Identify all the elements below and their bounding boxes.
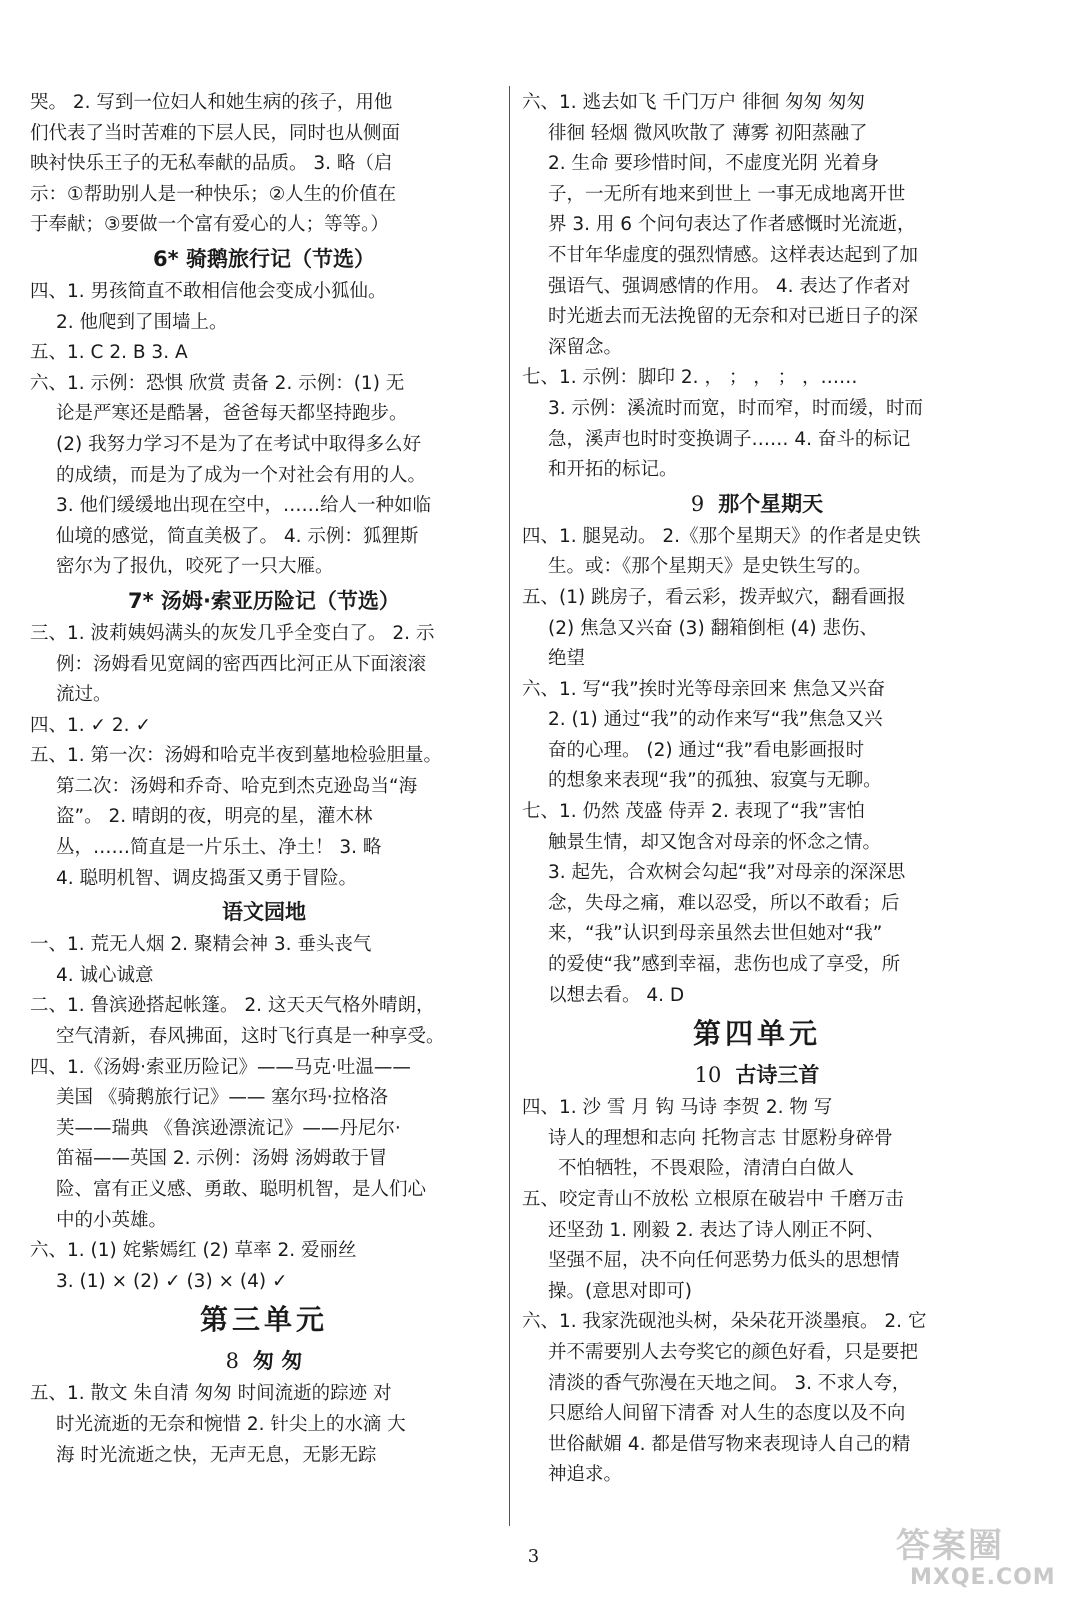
lesson-title: 6* 骑鹅旅行记（节选） [153,246,375,271]
lesson-heading [30,894,498,930]
answer-line: 不甘年华虚度的强烈情感。这样表达起到了加 [548,244,919,266]
page-number: 3 [527,1546,540,1567]
lesson-heading [522,1057,992,1093]
answer-line: (2) 焦急又兴奋 (3) 翻箱倒柜 (4) 悲伤、 [548,617,879,639]
answer-line: 五、1. 散文 朱自清 匆匆 时间流逝的踪迹 对 [30,1383,392,1405]
answer-line: 四、1. 腿晃动。 2.《那个星期天》的作者是史铁 [522,525,921,547]
answer-line: 一、1. 荒无人烟 2. 聚精会神 3. 垂头丧气 [30,934,372,956]
answer-line: 芙——瑞典 《鲁滨逊漂流记》——丹尼尔· [56,1117,401,1139]
lesson-heading [30,241,498,277]
answer-line: 五、(1) 跳房子，看云彩，拨弄蚁穴，翻看画报 [522,586,906,608]
unit-heading: 第四单元 [692,1017,821,1051]
answer-line: 诗人的理想和志向 托物言志 甘愿粉身碎骨 [548,1127,893,1149]
unit-heading: 第三单元 [199,1303,328,1337]
answer-line: 五、1. C 2. B 3. A [30,342,188,364]
answer-line: 2. 他爬到了围墙上。 [56,311,228,333]
answer-line: 的成绩，而是为了成为一个对社会有用的人。 [56,464,427,486]
answer-line: 奋的心理。 (2) 通过“我”看电影画报时 [548,739,865,761]
answer-line: 和开拓的标记。 [548,459,678,481]
answer-line: 触景生情，却又饱含对母亲的怀念之情。 [548,831,882,853]
answer-line: 3. (1) × (2) ✓ (3) × (4) ✓ [56,1270,288,1292]
answer-line: 仙境的感觉，简直美极了。 4. 示例：狐狸斯 [56,525,419,547]
answer-line: 于奉献；③要做一个富有爱心的人；等等。） [30,214,389,236]
answer-line: 还坚劲 1. 刚毅 2. 表达了诗人刚正不阿、 [548,1219,885,1241]
answer-line: 四、1.《汤姆·索亚历险记》——马克·吐温—— [30,1056,411,1078]
answer-line: 美国 《骑鹅旅行记》—— 塞尔玛·拉格洛 [56,1087,389,1109]
answer-line: 四、1. ✓ 2. ✓ [30,714,151,736]
answer-line: 论是严寒还是酷暑，爸爸每天都坚持跑步。 [56,403,408,425]
answer-line: 的想象来表现“我”的孤独、寂寞与无聊。 [548,770,882,792]
answer-line: 五、1. 第一次：汤姆和哈克半夜到墓地检验胆量。 [30,745,443,767]
answer-line: 时光流逝的无奈和惋惜 2. 针尖上的水滴 大 [56,1413,406,1435]
answer-line: 神追求。 [548,1464,623,1486]
answer-line: 六、1. 逃去如飞 千门万户 徘徊 匆匆 匆匆 [522,92,866,113]
lesson-heading [522,486,992,522]
lesson-number: 10 [694,1063,722,1088]
answer-line: 密尔为了报仇，咬死了一只大雁。 [56,556,334,578]
answer-line: 3. 起先，合欢树会勾起“我”对母亲的深深思 [548,862,906,884]
lesson-title: 7* 汤姆·索亚历险记（节选） [128,588,400,613]
answer-line: 以想去看。 4. D [548,984,685,1006]
lesson-number: 9 [690,491,705,516]
answer-line: 坚强不屈，决不向任何恶势力低头的思想情 [548,1250,900,1272]
answer-line: 二、1. 鲁滨逊搭起帐篷。 2. 这天天气格外晴朗， [30,995,435,1017]
lesson-number: 8 [225,1349,240,1374]
answer-line: 六、1. 写“我”挨时光等母亲回来 焦急又兴奋 [522,678,886,700]
answer-line: 2. (1) 通过“我”的动作来写“我”焦急又兴 [548,709,883,731]
answer-line: 第二次：汤姆和乔奇、哈克到杰克逊岛当“海 [56,775,418,797]
answer-line: 强语气、强调感情的作用。 4. 表达了作者对 [548,275,911,297]
watermark-logo [896,1526,1064,1598]
lesson-title: 语文园地 [222,900,306,925]
answer-line: 哭。 2. 写到一位妇人和她生病的孩子，用他 [30,92,393,113]
answer-line: 三、1. 波莉姨妈满头的灰发几乎全变白了。 2. 示 [30,622,435,644]
column-divider [509,86,510,1526]
lesson-heading [30,583,498,619]
answer-line: 四、1. 男孩简直不敢相信他会变成小狐仙。 [30,280,387,302]
answer-line: 子，一无所有地来到世上 一事无成地离开世 [548,183,906,205]
answer-line: 六、1. 示例：恐惧 欣赏 责备 2. 示例：(1) 无 [30,372,405,394]
answer-line: 七、1. 仍然 茂盛 侍弄 2. 表现了“我”害怕 [522,801,865,823]
answer-line: 丛，……简直是一片乐土、净土！ 3. 略 [56,837,382,859]
answer-line: 绝望 [548,648,586,670]
watermark-site-text: MXQE.COM [910,1565,1056,1590]
answer-line: 只愿给人间留下清香 对人生的态度以及不向 [548,1403,906,1425]
answer-line: 六、1. (1) 姹紫嫣红 (2) 草率 2. 爱丽丝 [30,1240,357,1262]
answer-line: 示：①帮助别人是一种快乐；②人生的价值在 [30,183,397,205]
answer-line: 2. 生命 要珍惜时间，不虚度光阴 光着身 [548,153,880,175]
answer-line: 3. 他们缓缓地出现在空中，……给人一种如临 [56,495,432,517]
answer-line: 五、咬定青山不放松 立根原在破岩中 千磨万击 [522,1189,904,1210]
answer-line: 界 3. 用 6 个问句表达了作者感慨时光流逝， [548,214,916,236]
answer-line: 海 时光流逝之快，无声无息，无影无踪 [56,1444,377,1466]
answer-line: 不怕牺牲，不畏艰险，清清白白做人 [558,1158,855,1180]
answer-line: 生。或：《那个星期天》是史铁生写的。 [548,556,872,578]
answer-line: 操。(意思对即可) [548,1280,692,1302]
answer-line: 时光逝去而无法挽留的无奈和对已逝日子的深 [548,306,919,328]
answer-line: 急，溪声也时时变换调子…… 4. 奋斗的标记 [548,428,911,450]
right-column [522,88,992,1491]
answer-line: 四、1. 沙 雪 月 钩 马诗 李贺 2. 物 写 [522,1097,833,1119]
answer-line: 七、1. 示例：脚印 2. ， ； ， ； ，…… [522,367,858,389]
answer-line: 4. 诚心诚意 [56,964,154,986]
answer-line: 世俗献媚 4. 都是借写物来表现诗人自己的精 [548,1433,911,1455]
answer-line: 的爱使“我”感到幸福，悲伤也成了享受，所 [548,954,901,976]
answer-line: 中的小英雄。 [56,1209,168,1231]
lesson-title: 匆 匆 [253,1349,303,1374]
answer-line: 笛福——英国 2. 示例：汤姆 汤姆敢于冒 [56,1148,388,1170]
answer-line: 清淡的香气弥漫在天地之间。 3. 不求人夸， [548,1372,911,1394]
answer-line: 来，“我”认识到母亲虽然去世但她对“我” [548,923,883,945]
answer-line: 3. 示例：溪流时而宽，时而窄，时而缓，时而 [548,397,924,419]
answer-line: 徘徊 轻烟 微风吹散了 薄雾 初阳蒸融了 [548,122,868,144]
answer-line: 念，失母之痛，难以忍受，所以不敢看；后 [548,892,900,914]
watermark-logo-text: 答案圈 [896,1526,1004,1566]
answer-line: (2) 我努力学习不是为了在考试中取得多么好 [56,433,422,455]
lesson-heading [30,1343,498,1379]
left-column [30,88,498,1471]
answer-line: 流过。 [56,684,112,706]
lesson-title: 古诗三首 [735,1063,820,1088]
answer-line: 例：汤姆看见宽阔的密西西比河正从下面滚滚 [56,653,427,675]
answer-line: 盗”。 2. 晴朗的夜，明亮的星，灌木林 [56,806,373,828]
answer-line: 们代表了当时苦难的下层人民，同时也从侧面 [30,122,401,144]
answer-line: 深留念。 [548,336,623,358]
answer-line: 4. 聪明机智、调皮捣蛋又勇于冒险。 [56,867,358,889]
lesson-title: 那个星期天 [718,491,824,516]
answer-line: 映衬快乐王子的无私奉献的品质。 3. 略（启 [30,153,393,175]
answer-line: 空气清新，春风拂面，这时飞行真是一种享受。 [56,1026,445,1048]
answer-line: 并不需要别人去夸奖它的颜色好看，只是要把 [548,1341,919,1363]
answer-line: 六、1. 我家洗砚池头树，朵朵花开淡墨痕。 2. 它 [522,1311,927,1333]
answer-line: 险、富有正义感、勇敢、聪明机智，是人们心 [56,1179,427,1200]
